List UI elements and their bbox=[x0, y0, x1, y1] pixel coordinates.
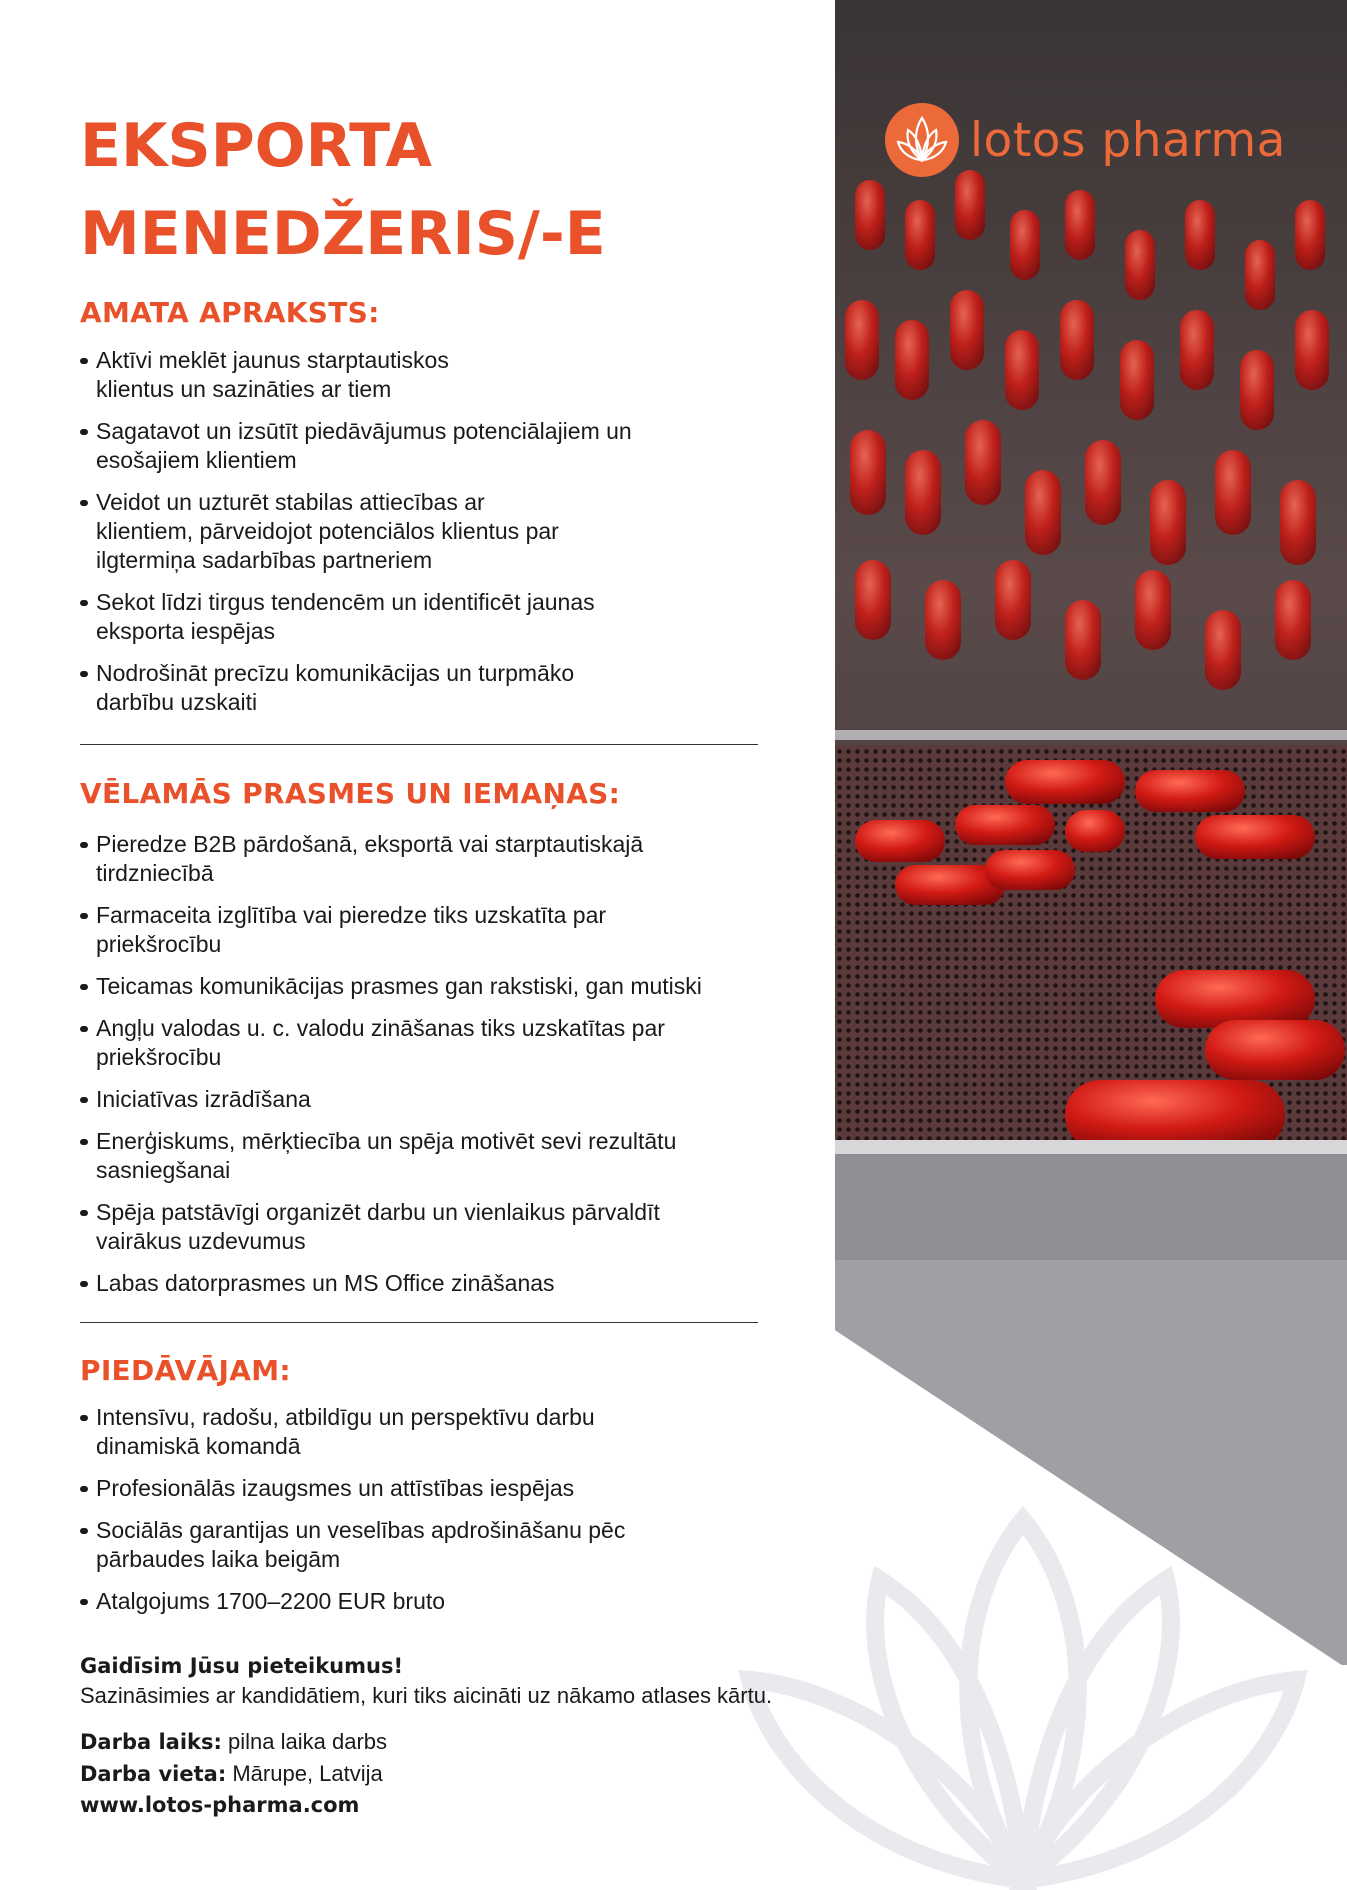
item-line: priekšrocību bbox=[96, 1044, 222, 1070]
item-line: Aktīvi meklēt jaunus starptautiskos bbox=[96, 347, 449, 373]
item-line: Angļu valodas u. c. valodu zināšanas tiks uzskatītas par bbox=[96, 1015, 665, 1041]
page-title bbox=[80, 102, 700, 278]
section-heading-skills: VĒLAMĀS PRASMES UN IEMAŅAS: bbox=[80, 777, 621, 810]
item-line: Atalgojums 1700–2200 EUR bruto bbox=[96, 1588, 446, 1614]
item-line: Sagatavot un izsūtīt piedāvājumus potenciālajiem un bbox=[96, 418, 632, 444]
bullet-icon bbox=[80, 1281, 88, 1287]
section-heading-offer: PIEDĀVĀJAM: bbox=[80, 1354, 291, 1387]
location-value: Mārupe, Latvija bbox=[232, 1761, 383, 1786]
item-line: Pieredze B2B pārdošanā, eksportā vai starptautiskajā bbox=[96, 831, 644, 857]
bullet-icon bbox=[80, 358, 88, 364]
item-line: Labas datorprasmes un MS Office zināšanas bbox=[96, 1270, 555, 1296]
item-line: darbību uzskaiti bbox=[96, 689, 258, 715]
list-item bbox=[80, 1127, 780, 1185]
item-line: priekšrocību bbox=[96, 931, 222, 957]
item-line: esošajiem klientiem bbox=[96, 447, 297, 473]
bullet-icon bbox=[80, 1210, 88, 1216]
item-line: dinamiskā komandā bbox=[96, 1433, 301, 1459]
job-details bbox=[80, 1726, 680, 1821]
list-item bbox=[80, 659, 780, 717]
bullet-icon bbox=[80, 1528, 88, 1534]
item-line: Nodrošināt precīzu komunikācijas un turpmāko bbox=[96, 660, 575, 686]
job-description-list bbox=[80, 346, 780, 730]
item-line: Iniciatīvas izrādīšana bbox=[96, 1086, 311, 1112]
item-line: vairākus uzdevumus bbox=[96, 1228, 306, 1254]
list-item bbox=[80, 972, 780, 1001]
bullet-icon bbox=[80, 913, 88, 919]
list-item bbox=[80, 901, 780, 959]
list-item bbox=[80, 488, 780, 575]
closing-message bbox=[80, 1652, 880, 1710]
work-time-value: pilna laika darbs bbox=[228, 1729, 388, 1754]
item-line: pārbaudes laika beigām bbox=[96, 1546, 341, 1572]
item-line: Teicamas komunikācijas prasmes gan rakstiski, gan mutiski bbox=[96, 973, 702, 999]
skills-list bbox=[80, 830, 780, 1311]
bullet-icon bbox=[80, 1026, 88, 1032]
bullet-icon bbox=[80, 984, 88, 990]
brand-name: lotos pharma bbox=[970, 112, 1286, 168]
item-line: Farmaceita izglītība vai pieredze tiks uzskatīta par bbox=[96, 902, 607, 928]
section-divider bbox=[80, 744, 758, 745]
item-line: Veidot un uzturēt stabilas attiecības ar bbox=[96, 489, 485, 515]
bullet-icon bbox=[80, 842, 88, 848]
list-item bbox=[80, 1403, 780, 1461]
list-item bbox=[80, 346, 780, 404]
section-heading-job-description: AMATA APRAKSTS: bbox=[80, 296, 380, 329]
bullet-icon bbox=[80, 1599, 88, 1605]
list-item bbox=[80, 588, 780, 646]
list-item bbox=[80, 830, 780, 888]
item-line: ilgtermiņa sadarbības partneriem bbox=[96, 547, 433, 573]
item-line: klientus un sazināties ar tiem bbox=[96, 376, 392, 402]
bullet-icon bbox=[80, 1415, 88, 1421]
item-line: Intensīvu, radošu, atbildīgu un perspektīvu darbu bbox=[96, 1404, 595, 1430]
bullet-icon bbox=[80, 429, 88, 435]
list-item bbox=[80, 1014, 780, 1072]
closing-headline: Gaidīsim Jūsu pieteikumus! bbox=[80, 1654, 404, 1678]
list-item bbox=[80, 417, 780, 475]
item-line: Enerģiskums, mērķtiecība un spēja motivēt sevi rezultātu bbox=[96, 1128, 677, 1154]
item-line: Sociālās garantijas un veselības apdrošināšanu pēc bbox=[96, 1517, 626, 1543]
capsules-photo bbox=[835, 0, 1347, 1665]
item-line: Spēja patstāvīgi organizēt darbu un vienlaikus pārvaldīt bbox=[96, 1199, 660, 1225]
work-time-row bbox=[80, 1726, 680, 1758]
item-line: klientiem, pārveidojot potenciālos klientus par bbox=[96, 518, 559, 544]
lotus-icon bbox=[884, 102, 960, 178]
title-line: EKSPORTA bbox=[80, 111, 432, 181]
item-line: Profesionālās izaugsmes un attīstības iespējas bbox=[96, 1475, 575, 1501]
item-line: eksporta iespējas bbox=[96, 618, 275, 644]
location-row bbox=[80, 1758, 680, 1790]
list-item bbox=[80, 1474, 780, 1503]
bullet-icon bbox=[80, 1486, 88, 1492]
list-item bbox=[80, 1587, 780, 1616]
bullet-icon bbox=[80, 671, 88, 677]
list-item bbox=[80, 1516, 780, 1574]
section-divider bbox=[80, 1322, 758, 1323]
list-item bbox=[80, 1085, 780, 1114]
item-line: Sekot līdzi tirgus tendencēm un identificēt jaunas bbox=[96, 589, 595, 615]
work-time-label: Darba laiks: bbox=[80, 1730, 222, 1754]
bullet-icon bbox=[80, 1097, 88, 1103]
brand-logo bbox=[884, 100, 1286, 180]
location-label: Darba vieta: bbox=[80, 1762, 227, 1786]
bullet-icon bbox=[80, 600, 88, 606]
bullet-icon bbox=[80, 1139, 88, 1145]
website-link[interactable]: www.lotos-pharma.com bbox=[80, 1793, 360, 1817]
list-item bbox=[80, 1198, 780, 1256]
item-line: tirdzniecībā bbox=[96, 860, 214, 886]
closing-text: Sazināsimies ar kandidātiem, kuri tiks aicināti uz nākamo atlases kārtu. bbox=[80, 1683, 773, 1708]
offer-list bbox=[80, 1403, 780, 1629]
title-line: MENEDŽERIS/-E bbox=[80, 199, 606, 269]
list-item bbox=[80, 1269, 780, 1298]
bullet-icon bbox=[80, 500, 88, 506]
item-line: sasniegšanai bbox=[96, 1157, 231, 1183]
